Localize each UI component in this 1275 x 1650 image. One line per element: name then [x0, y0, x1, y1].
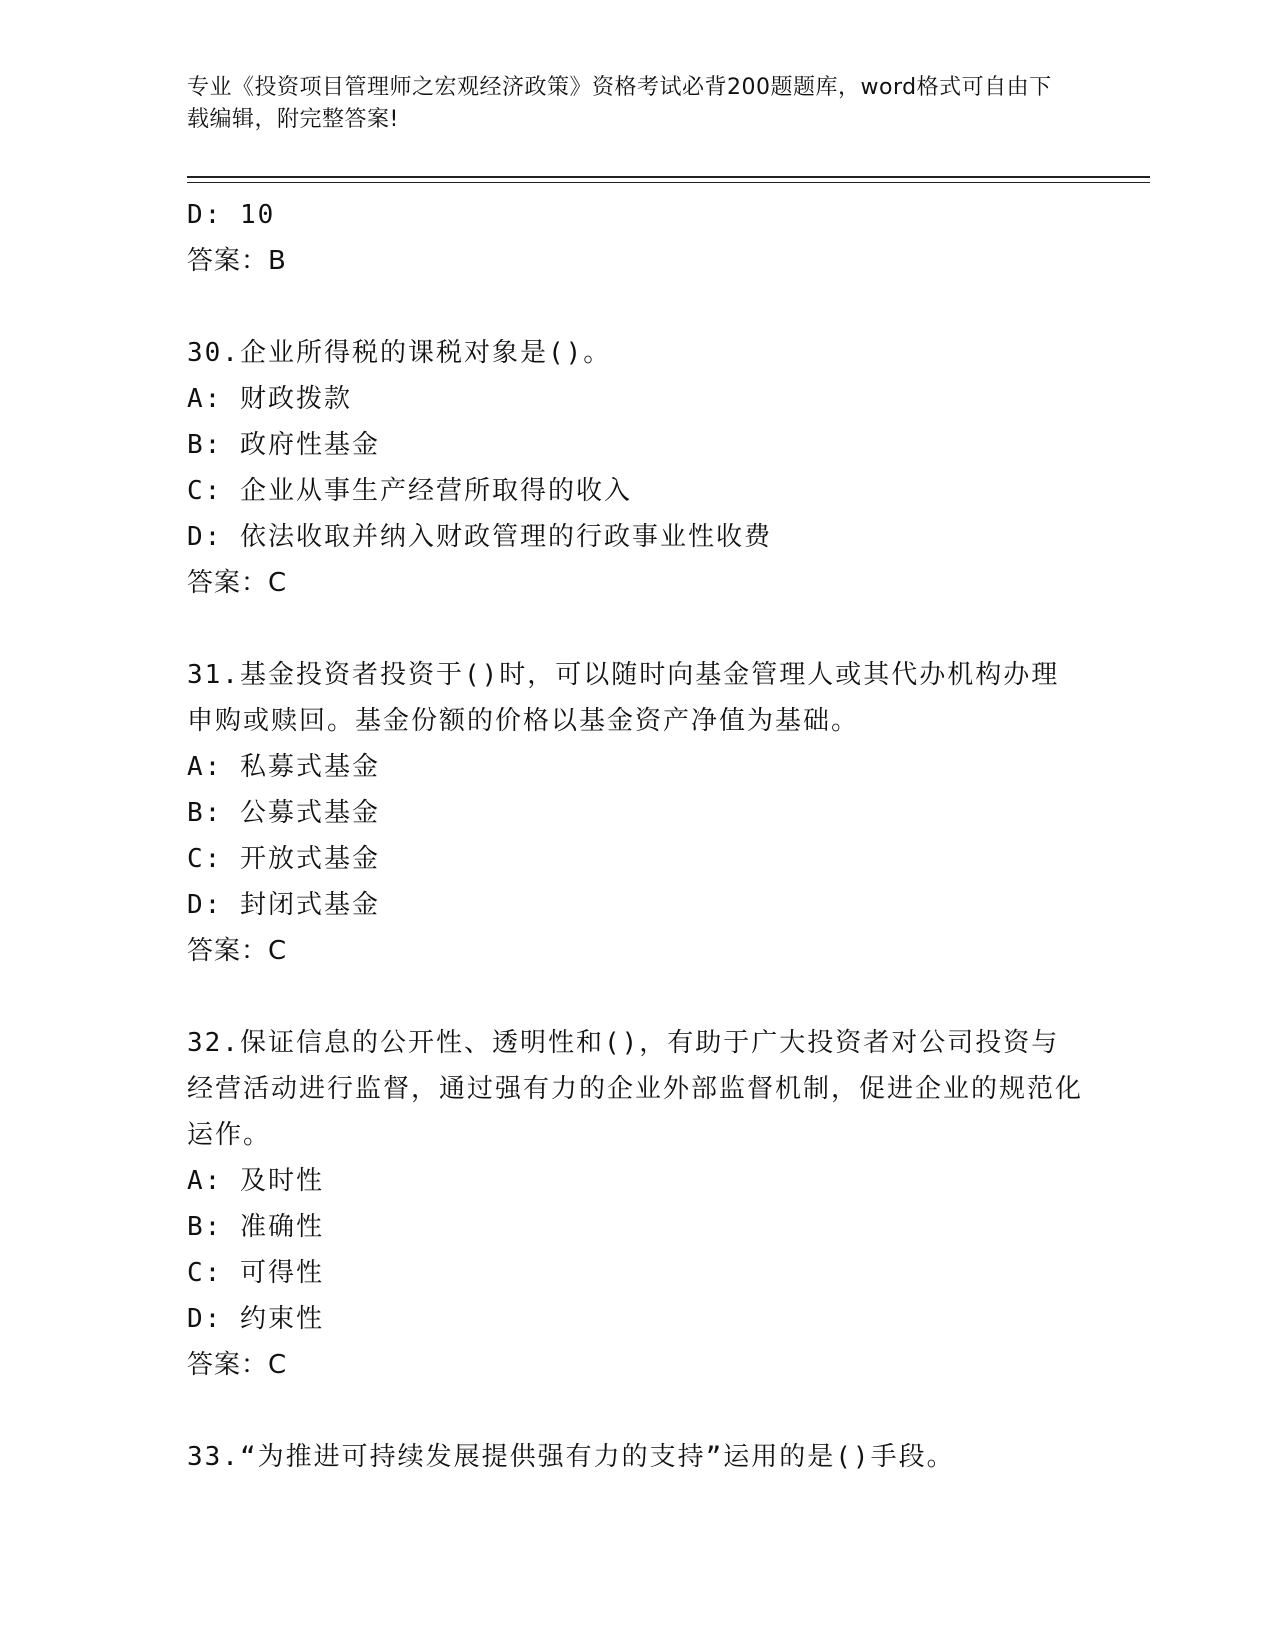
- question-stem: 32.保证信息的公开性、透明性和()，有助于广大投资者对公司投资与经营活动进行监督，通过强有力的企业外部监督机制，促进企业的规范化运作。: [187, 1028, 1084, 1150]
- option-b: B: 政府性基金: [187, 430, 380, 460]
- question-stem: 33.“为推进可持续发展提供强有力的支持”运用的是()手段。: [187, 1442, 955, 1472]
- option-a: A: 私募式基金: [187, 752, 380, 782]
- option-c: C: 开放式基金: [187, 844, 380, 874]
- answer: 答案：C: [187, 936, 288, 966]
- option-d: D: 约束性: [187, 1304, 324, 1334]
- option-d: D: 封闭式基金: [187, 890, 380, 920]
- question-31: [187, 652, 1087, 974]
- option-c: C: 可得性: [187, 1258, 324, 1288]
- option-b: B: 准确性: [187, 1212, 324, 1242]
- answer: 答案：B: [187, 246, 287, 276]
- option-c: C: 企业从事生产经营所取得的收入: [187, 476, 632, 506]
- answer: 答案：C: [187, 568, 288, 598]
- question-stem: 31.基金投资者投资于()时，可以随时向基金管理人或其代办机构办理申购或赎回。基金份额的价格以基金资产净值为基础。: [187, 660, 1060, 736]
- question-30: [187, 330, 1087, 606]
- option-d: D: 10: [187, 200, 276, 230]
- option-a: A: 及时性: [187, 1166, 324, 1196]
- option-d: D: 依法收取并纳入财政管理的行政事业性收费: [187, 522, 772, 552]
- page-header: [187, 72, 1067, 136]
- document-title: 专业《投资项目管理师之宏观经济政策》资格考试必背200题题库，word格式可自由下载编辑，附完整答案!: [187, 75, 1052, 132]
- document-body: [187, 192, 1087, 1480]
- header-divider: [187, 176, 1150, 183]
- option-a: A: 财政拨款: [187, 384, 352, 414]
- question-33: [187, 1434, 1087, 1480]
- answer: 答案：C: [187, 1350, 288, 1380]
- option-b: B: 公募式基金: [187, 798, 380, 828]
- question-32: [187, 1020, 1087, 1388]
- question-stem: 30.企业所得税的课税对象是()。: [187, 338, 612, 368]
